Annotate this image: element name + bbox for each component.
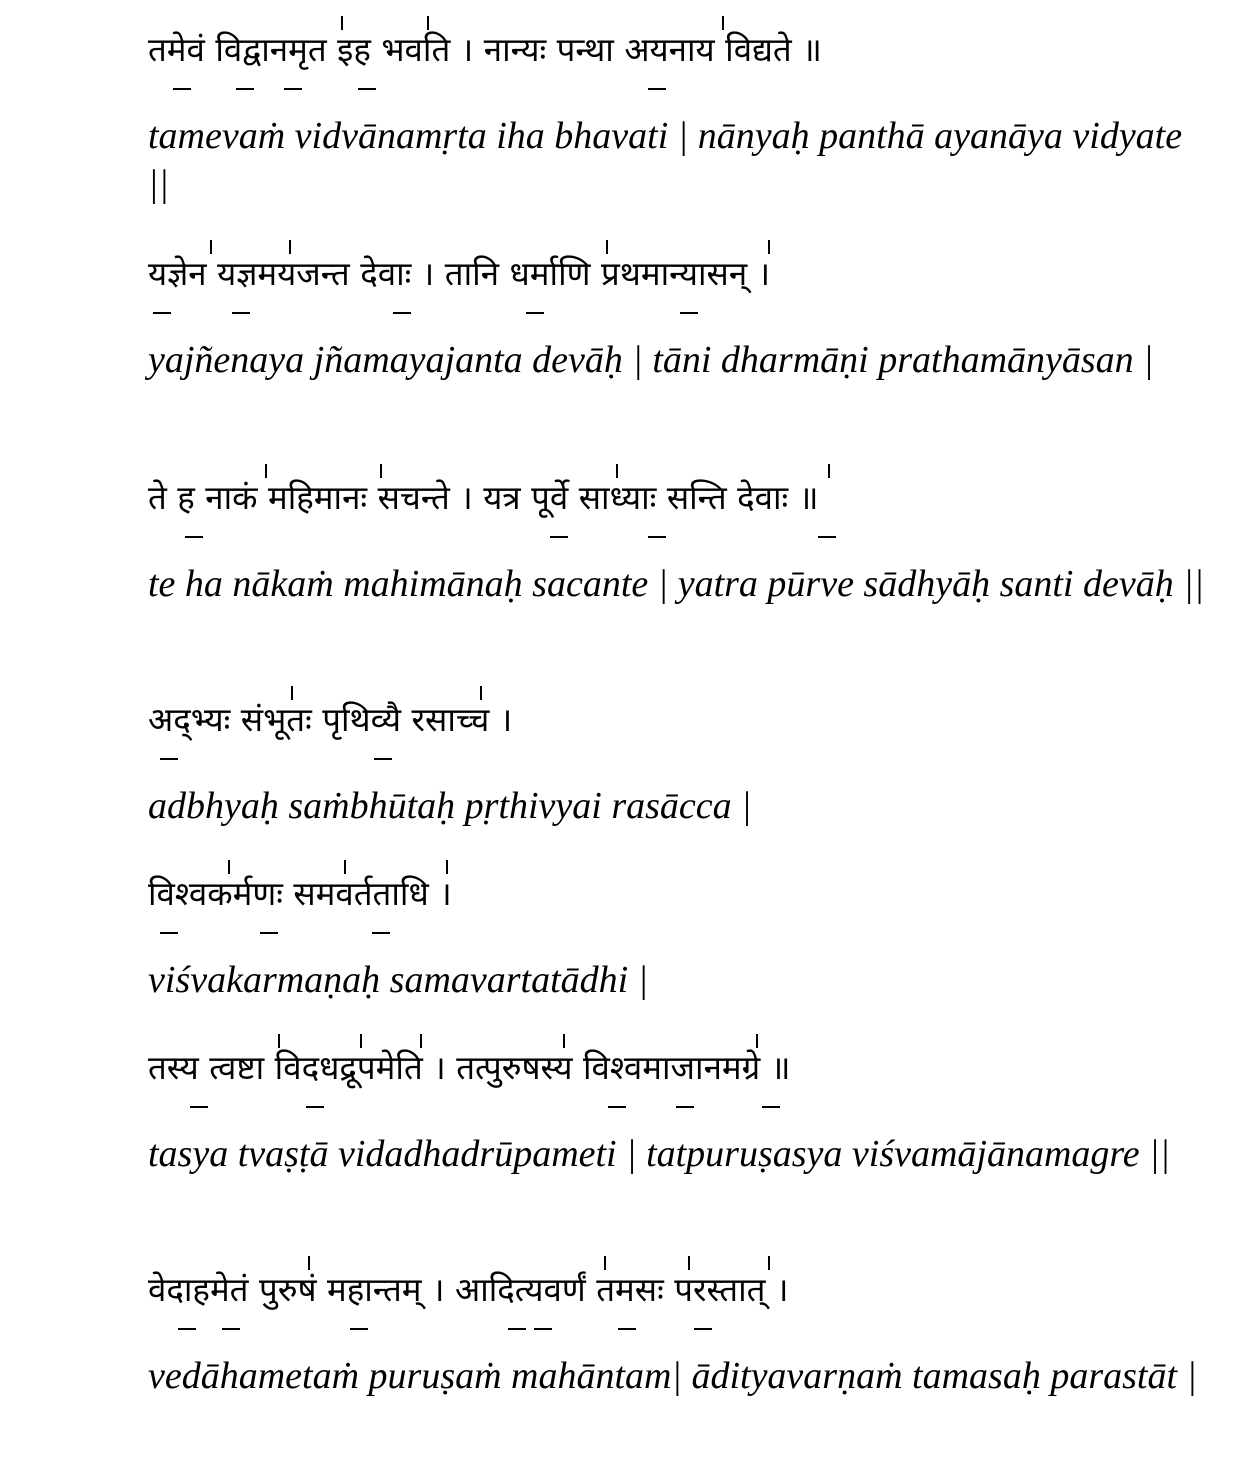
svarita-mark xyxy=(688,1256,690,1270)
anudatta-mark xyxy=(160,932,178,934)
svarita-mark xyxy=(427,16,429,30)
verse-2-transliteration: yajñenaya jñamayajanta devāḥ | tāni dharmāṇi prathamānyāsan | xyxy=(148,339,1154,381)
verse-3-devanagari xyxy=(148,478,1208,518)
verse-4-devanagari-text: अद्भ्यः संभूतः पृथिव्यै रसाच्च । xyxy=(148,700,513,739)
anudatta-mark xyxy=(178,1328,196,1330)
svarita-mark xyxy=(768,240,770,254)
verse-6-devanagari-text: तस्य त्वष्टा विदधद्रूपमेति । तत्पुरुषस्य विश्वमाजानमग्रे ॥ xyxy=(148,1048,791,1087)
verse-4 xyxy=(148,700,1208,830)
verse-1-devanagari-text: तमेवं विद्वानमृत इह भवति । नान्यः पन्था अयनाय विद्यते ॥ xyxy=(148,30,822,69)
svarita-mark xyxy=(278,1034,280,1048)
verse-2-devanagari xyxy=(148,254,1208,294)
verse-7-devanagari xyxy=(148,1270,1208,1310)
verse-7-devanagari-text: वेदाहमेतं पुरुषं महान्तम् । आदित्यवर्णं तमसः परस्तात् । xyxy=(148,1270,789,1309)
verse-5 xyxy=(148,874,1208,1004)
svarita-mark xyxy=(616,464,618,478)
anudatta-mark xyxy=(232,312,250,314)
verse-5-transliteration: viśvakarmaṇaḥ samavartatādhi | xyxy=(148,959,649,1001)
svarita-mark xyxy=(828,464,830,478)
anudatta-mark xyxy=(260,932,278,934)
anudatta-mark xyxy=(680,312,698,314)
svarita-mark xyxy=(341,16,343,30)
verse-6 xyxy=(148,1048,1208,1178)
svarita-mark xyxy=(563,1034,565,1048)
svarita-mark xyxy=(480,686,482,700)
anudatta-mark xyxy=(508,1328,526,1330)
svarita-mark xyxy=(604,1256,606,1270)
svarita-mark xyxy=(344,860,346,874)
anudatta-mark xyxy=(608,1106,626,1108)
anudatta-mark xyxy=(372,932,390,934)
anudatta-mark xyxy=(173,88,191,90)
anudatta-mark xyxy=(550,536,568,538)
verse-1-devanagari xyxy=(148,30,1208,70)
svarita-mark xyxy=(756,1034,758,1048)
anudatta-mark xyxy=(526,312,544,314)
anudatta-mark xyxy=(306,1106,324,1108)
anudatta-mark xyxy=(160,758,178,760)
verse-3-transliteration: te ha nākaṁ mahimānaḥ sacante | yatra pūrve sādhyāḥ santi devāḥ || xyxy=(148,563,1205,605)
svarita-mark xyxy=(291,686,293,700)
anudatta-mark xyxy=(676,1106,694,1108)
verse-7-transliteration: vedāhametaṁ puruṣaṁ mahāntam| ādityavarṇaṁ tamasaḥ parastāt | xyxy=(148,1355,1197,1397)
anudatta-mark xyxy=(648,536,666,538)
svarita-mark xyxy=(360,1034,362,1048)
verse-4-devanagari xyxy=(148,700,1208,740)
svarita-mark xyxy=(446,860,448,874)
anudatta-mark xyxy=(153,312,171,314)
anudatta-mark xyxy=(393,312,411,314)
verse-3-devanagari-text: ते ह नाकं महिमानः सचन्ते । यत्र पूर्वे साध्याः सन्ति देवाः ॥ xyxy=(148,478,819,517)
verse-2 xyxy=(148,254,1208,384)
anudatta-mark xyxy=(222,1328,240,1330)
svarita-mark xyxy=(308,1256,310,1270)
verse-1 xyxy=(148,30,1208,208)
anudatta-mark xyxy=(618,1328,636,1330)
verse-6-devanagari xyxy=(148,1048,1208,1088)
anudatta-mark xyxy=(236,88,254,90)
svarita-mark xyxy=(420,1034,422,1048)
verse-4-transliteration: adbhyaḥ saṁbhūtaḥ pṛthivyai rasācca | xyxy=(148,785,752,827)
anudatta-mark xyxy=(185,536,203,538)
svarita-mark xyxy=(210,240,212,254)
verse-2-devanagari-text: यज्ञेन यज्ञमयजन्त देवाः । तानि धर्माणि प्रथमान्यासन् । xyxy=(148,254,771,293)
anudatta-mark xyxy=(284,88,302,90)
verse-3 xyxy=(148,478,1208,608)
anudatta-mark xyxy=(818,536,836,538)
svarita-mark xyxy=(722,16,724,30)
verse-1-transliteration: tamevaṁ vidvānamṛta iha bhavati | nānyaḥ panthā ayanāya vidyate || xyxy=(148,115,1183,205)
verse-7 xyxy=(148,1270,1208,1400)
anudatta-mark xyxy=(694,1328,712,1330)
anudatta-mark xyxy=(762,1106,780,1108)
svarita-mark xyxy=(768,1256,770,1270)
verse-5-devanagari xyxy=(148,874,1208,914)
anudatta-mark xyxy=(350,1328,368,1330)
verse-5-devanagari-text: विश्वकर्मणः समवर्तताधि । xyxy=(148,874,452,913)
svarita-mark xyxy=(228,860,230,874)
anudatta-mark xyxy=(190,1106,208,1108)
anudatta-mark xyxy=(358,88,376,90)
svarita-mark xyxy=(380,464,382,478)
svarita-mark xyxy=(606,240,608,254)
svarita-mark xyxy=(265,464,267,478)
svarita-mark xyxy=(289,240,291,254)
anudatta-mark xyxy=(534,1328,552,1330)
anudatta-mark xyxy=(648,88,666,90)
verse-6-transliteration: tasya tvaṣṭā vidadhadrūpameti | tatpuruṣasya viśvamājānamagre || xyxy=(148,1133,1171,1175)
anudatta-mark xyxy=(374,758,392,760)
